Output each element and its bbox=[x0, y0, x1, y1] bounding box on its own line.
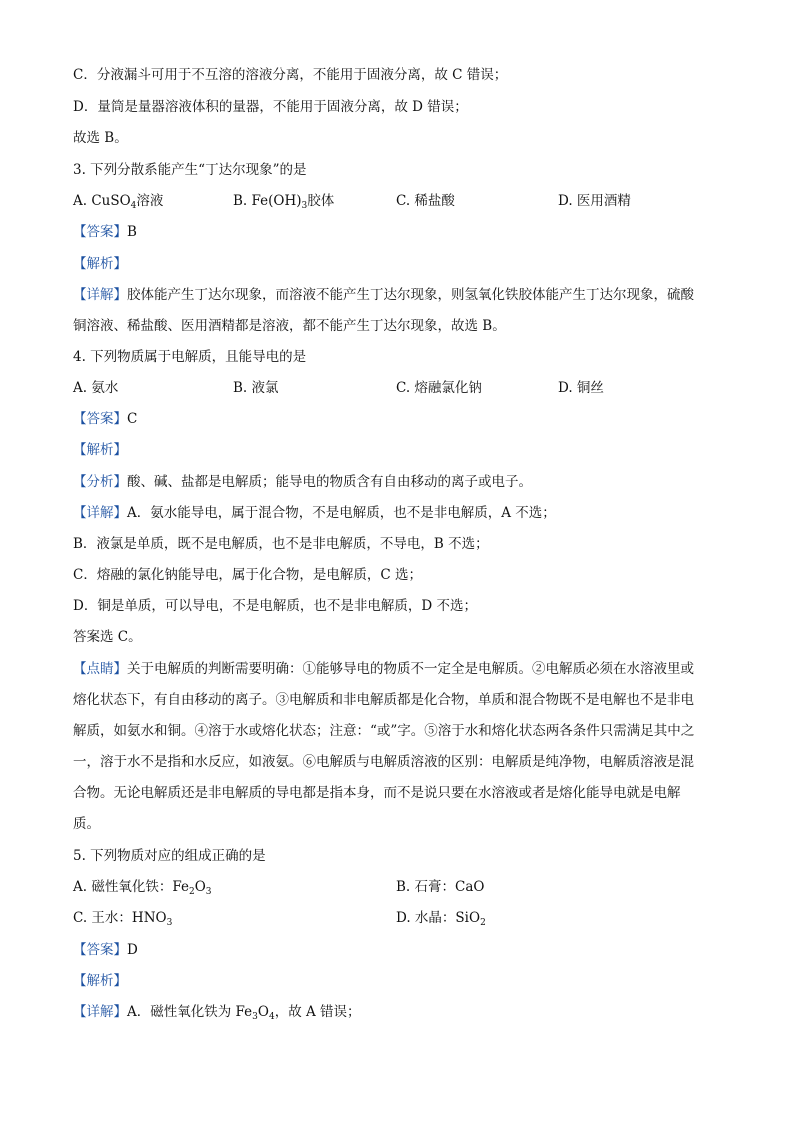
detail-line: 答案选 C。 bbox=[73, 629, 142, 645]
option-a: A. 磁性氧化铁：$Fe_2O_3$ bbox=[73, 879, 212, 897]
detail-line: D．铜是单质，可以导电，不是电解质，也不是非电解质，D 不选； bbox=[73, 598, 477, 614]
option-c: C. 熔融氯化钠 bbox=[396, 380, 482, 396]
option-d: D. 医用酒精 bbox=[558, 193, 631, 209]
answer-line bbox=[73, 410, 723, 428]
option-d: D. 铜丝 bbox=[558, 380, 604, 396]
tip-line: 合物。无论电解质还是非电解质的导电都是指本身，而不是说只要在水溶液或者是熔化能导电就是电解 bbox=[73, 785, 681, 801]
analysis-tag: 【解析】 bbox=[73, 973, 127, 989]
question-4-options bbox=[73, 379, 723, 397]
option-d: D. 水晶：SiO$_2$ bbox=[396, 910, 486, 928]
question-5-options-row-1 bbox=[73, 878, 723, 896]
detail-line: 【详解】A．氨水能导电，属于混合物，不是电解质，也不是非电解质，A 不选； bbox=[73, 505, 556, 521]
analysis-tag: 【解析】 bbox=[73, 256, 127, 272]
detail-tag: 【详解】 bbox=[73, 287, 127, 303]
tip-line: 【点睛】关于电解质的判断需要明确：①能够导电的物质不一定全是电解质。②电解质必须在水溶液里或 bbox=[73, 661, 694, 677]
option-a: A. CuSO$_4$溶液 bbox=[73, 193, 164, 211]
text-line: D．量筒是量器溶液体积的量器，不能用于固液分离，故 D 错误； bbox=[73, 99, 468, 115]
detail-line: 铜溶液、稀盐酸、医用酒精都是溶液，都不能产生丁达尔现象，故选 B。 bbox=[73, 318, 506, 334]
tip-line: 熔化状态下，有自由移动的离子。③电解质和非电解质都是化合物，单质和混合物既不是电解也不是非电 bbox=[73, 692, 694, 708]
option-b: B. 液氯 bbox=[233, 380, 279, 396]
option-b: B. $Fe(OH)_3$胶体 bbox=[233, 193, 335, 211]
detail-tag: 【详解】 bbox=[73, 505, 127, 521]
detail-line: 【详解】胶体能产生丁达尔现象，而溶液不能产生丁达尔现象，则氢氧化铁胶体能产生丁达尔现象，硫酸 bbox=[73, 287, 694, 303]
answer-tag: 【答案】 bbox=[73, 224, 127, 240]
answer-tag: 【答案】 bbox=[73, 411, 127, 427]
detail-line: C．熔融的氯化钠能导电，属于化合物，是电解质，C 选； bbox=[73, 567, 422, 583]
option-c: C. 稀盐酸 bbox=[396, 193, 455, 209]
answer-value: C bbox=[127, 411, 138, 427]
option-c: C. 王水：$HNO_3$ bbox=[73, 910, 173, 928]
tip-line: 质。 bbox=[73, 816, 100, 832]
question-3-options bbox=[73, 192, 723, 210]
answer-line bbox=[73, 941, 723, 959]
analysis-sub-tag: 【分析】 bbox=[73, 474, 127, 490]
analysis-line: 【分析】酸、碱、盐都是电解质；能导电的物质含有自由移动的离子或电子。 bbox=[73, 474, 532, 490]
question-5-stem: 5. 下列物质对应的组成正确的是 bbox=[73, 848, 266, 864]
answer-value: B bbox=[127, 224, 137, 240]
tip-line: 解质，如氨水和铜。④溶于水或熔化状态；注意：“或”字。⑤溶于水和熔化状态两各条件只需满足其中之 bbox=[73, 723, 695, 739]
question-4-stem: 4. 下列物质属于电解质，且能导电的是 bbox=[73, 349, 307, 365]
question-3-stem: 3. 下列分散系能产生“丁达尔现象”的是 bbox=[73, 162, 307, 178]
detail-line: 【详解】A．磁性氧化铁为 $Fe_3O_4$，故 A 错误； bbox=[73, 1004, 361, 1022]
detail-tag: 【详解】 bbox=[73, 1004, 127, 1020]
answer-line bbox=[73, 223, 723, 241]
option-b: B. 石膏：CaO bbox=[396, 879, 485, 895]
text-line: C．分液漏斗可用于不互溶的溶液分离，不能用于固液分离，故 C 错误； bbox=[73, 67, 508, 83]
question-5-options-row-2 bbox=[73, 909, 723, 927]
tip-line: 一，溶于水不是指和水反应，如液氨。⑥电解质与电解质溶液的区别：电解质是纯净物，电解质溶液是混 bbox=[73, 754, 694, 770]
tip-tag: 【点睛】 bbox=[73, 661, 127, 677]
answer-value: D bbox=[127, 942, 138, 958]
text-line: 故选 B。 bbox=[73, 130, 128, 146]
answer-tag: 【答案】 bbox=[73, 942, 127, 958]
detail-line: B．液氯是单质，既不是电解质，也不是非电解质，不导电，B 不选； bbox=[73, 536, 489, 552]
analysis-tag: 【解析】 bbox=[73, 442, 127, 458]
option-a: A. 氨水 bbox=[73, 380, 119, 396]
